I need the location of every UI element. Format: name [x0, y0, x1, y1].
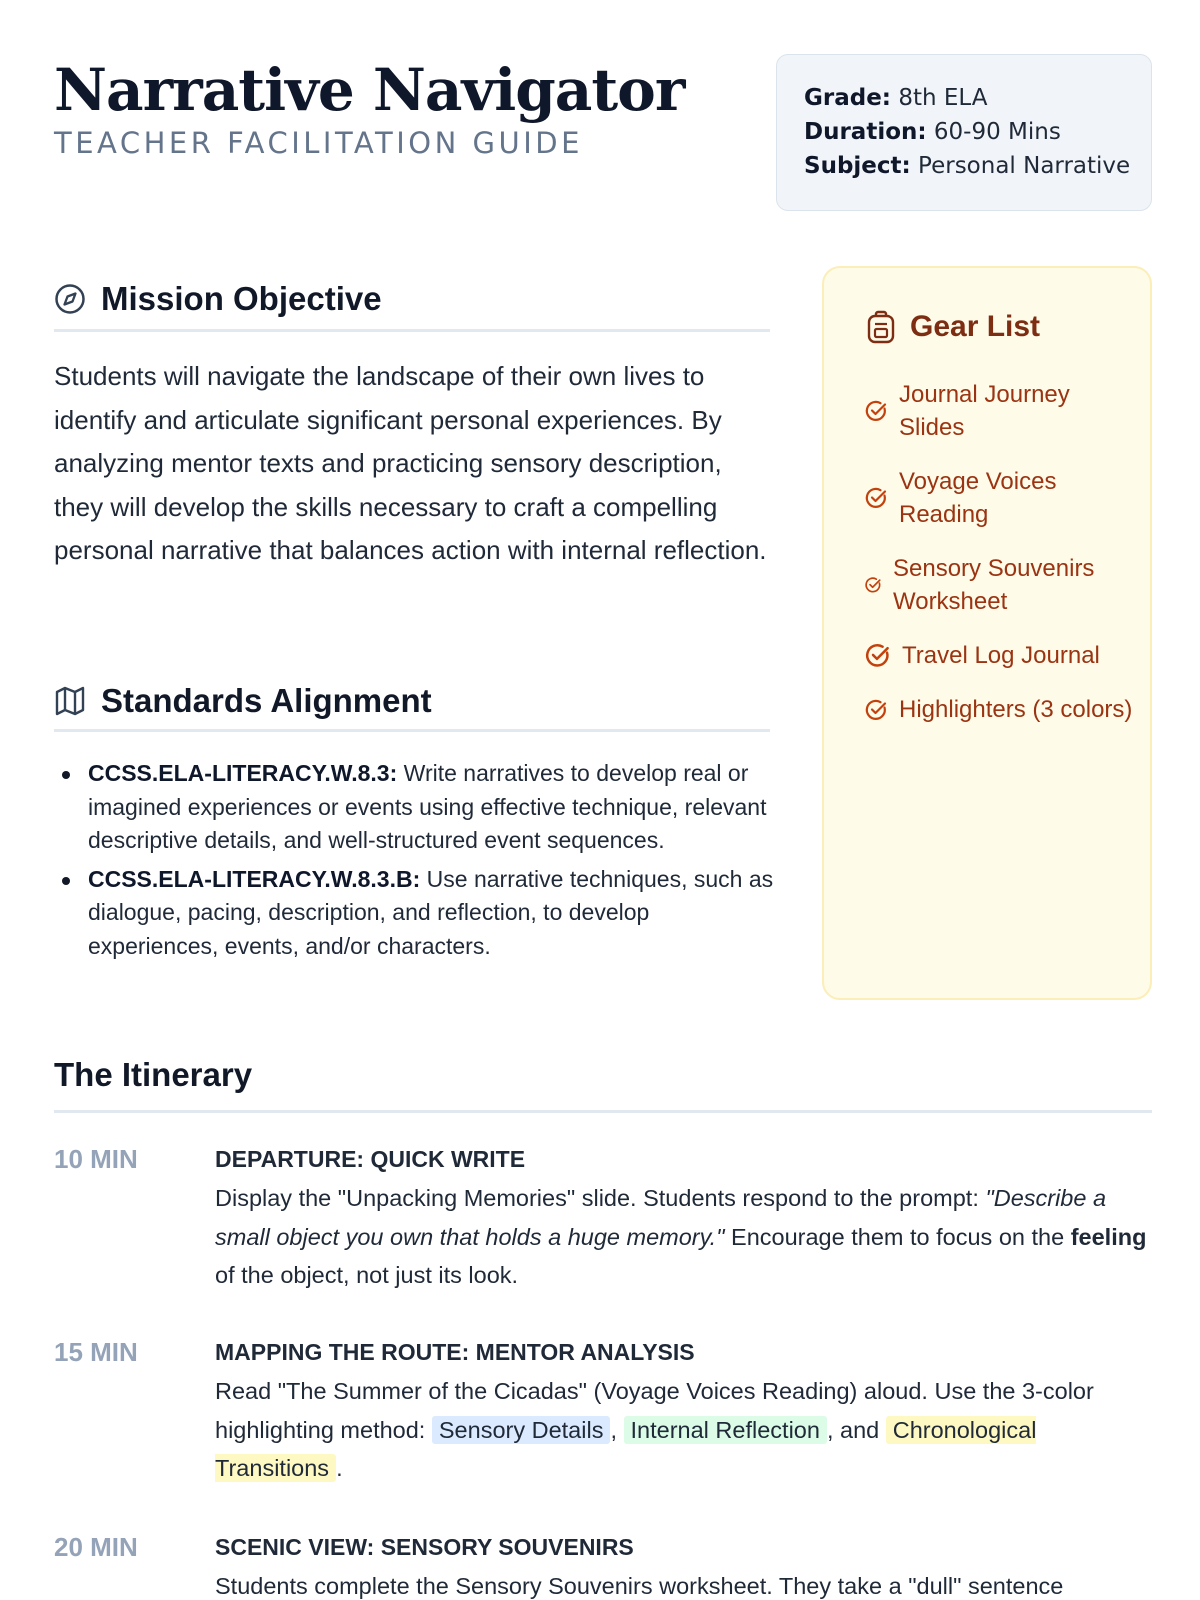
standard-item	[54, 863, 774, 964]
standard-text: Write narratives to develop real or imagined experiences or events using effective technique, relevant descriptive details, and well-structured event sequences.	[88, 760, 767, 853]
step-title: DEPARTURE: QUICK WRITE	[215, 1146, 526, 1172]
standard-item	[54, 757, 774, 858]
step-text: Display the "Unpacking Memories" slide. Students respond to the prompt:	[215, 1185, 986, 1211]
step-body	[215, 1335, 1155, 1488]
check-circle-icon	[864, 399, 888, 423]
step-prompt-quote: "Describe a small object you own that holds a huge memory."	[215, 1185, 1107, 1250]
gear-item-label: Journal Journey Slides	[899, 381, 1070, 441]
duration-label: Duration:	[804, 119, 927, 145]
compass-icon	[54, 283, 86, 315]
check-circle-icon	[864, 576, 882, 594]
step-text: .	[336, 1455, 343, 1481]
backpack-icon	[866, 310, 896, 344]
highlight-internal-reflection: Internal Reflection	[624, 1416, 827, 1444]
grade-row	[804, 81, 1151, 115]
standard-text: Use narrative techniques, such as dialogue, pacing, description, and reflection, to develop experiences, events, and/or characters.	[88, 865, 774, 959]
highlight-sensory-details: Sensory Details	[432, 1416, 611, 1444]
gear-item	[864, 693, 1134, 726]
step-body	[215, 1530, 1155, 1600]
step-time: 20 MIN	[54, 1532, 138, 1562]
check-circle-icon	[864, 486, 888, 510]
check-circle-icon	[864, 642, 891, 669]
grade-value: 8th ELA	[898, 85, 988, 111]
check-circle-icon	[864, 698, 888, 722]
step-description	[215, 1567, 1155, 1600]
step-body	[215, 1142, 1155, 1295]
step-text: Read "The Summer of the Cicadas" (Voyage Voices Reading) aloud. Use the 3-color highlighting method:	[215, 1378, 1094, 1443]
step-text: of the object, not just its look.	[215, 1262, 519, 1288]
duration-row	[804, 115, 1151, 149]
duration-value: 60-90 Mins	[933, 119, 1061, 145]
mission-heading-row	[54, 268, 770, 332]
standards-heading: Standards Alignment	[101, 681, 432, 719]
gear-item	[864, 378, 1134, 444]
mission-text: Students will navigate the landscape of their own lives to identify and articulate significant personal experiences. By analyzing mentor texts and practicing sensory description, they will develop the skills necessary to craft a compelling personal narrative that balances action with internal reflection.	[54, 361, 767, 565]
gear-items	[864, 378, 1134, 747]
gear-item-label: Sensory Souvenirs Worksheet	[893, 555, 1095, 615]
standard-code: CCSS.ELA-LITERACY.W.8.3.B:	[88, 865, 421, 892]
highlight-chronological-transitions: Chronological Transitions	[215, 1416, 1037, 1481]
step-text: ,	[610, 1416, 624, 1443]
step-title: MAPPING THE ROUTE: MENTOR ANALYSIS	[215, 1339, 695, 1365]
step-time: 10 MIN	[54, 1144, 138, 1174]
itinerary-heading-row	[54, 1055, 1152, 1113]
page-subtitle: TEACHER FACILITATION GUIDE	[54, 126, 583, 160]
step-description	[215, 1179, 1155, 1295]
standard-code: CCSS.ELA-LITERACY.W.8.3:	[88, 760, 398, 786]
header	[54, 56, 754, 160]
gear-item-label: Travel Log Journal	[902, 642, 1100, 669]
subject-value: Personal Narrative	[918, 153, 1131, 179]
step-text: Students complete the Sensory Souvenirs worksheet. They take a "dull" sentence	[215, 1573, 1064, 1599]
gear-item	[864, 639, 1134, 672]
gear-item-label: Highlighters (3 colors)	[899, 696, 1133, 723]
grade-label: Grade:	[804, 85, 892, 111]
standards-list	[54, 757, 774, 968]
page-title: Narrative Navigator	[54, 56, 685, 124]
gear-heading-row	[866, 310, 1040, 344]
gear-item	[864, 465, 1134, 531]
gear-item	[864, 552, 1134, 618]
mission-heading: Mission Objective	[101, 279, 382, 317]
step-time: 15 MIN	[54, 1337, 138, 1367]
subject-row	[804, 149, 1151, 183]
gear-heading: Gear List	[910, 310, 1041, 343]
step-description	[215, 1372, 1155, 1488]
step-emphasis: feeling	[1070, 1223, 1147, 1250]
itinerary-heading: The Itinerary	[54, 1056, 253, 1093]
subject-label: Subject:	[804, 153, 911, 179]
standards-heading-row	[54, 672, 770, 732]
step-text: , and	[826, 1416, 886, 1443]
info-card	[776, 54, 1152, 211]
gear-list-panel	[822, 266, 1152, 1000]
step-text: Encourage them to focus on the	[724, 1223, 1071, 1250]
gear-item-label: Voyage Voices Reading	[899, 468, 1057, 528]
step-title: SCENIC VIEW: SENSORY SOUVENIRS	[215, 1534, 634, 1560]
map-icon	[54, 685, 86, 717]
